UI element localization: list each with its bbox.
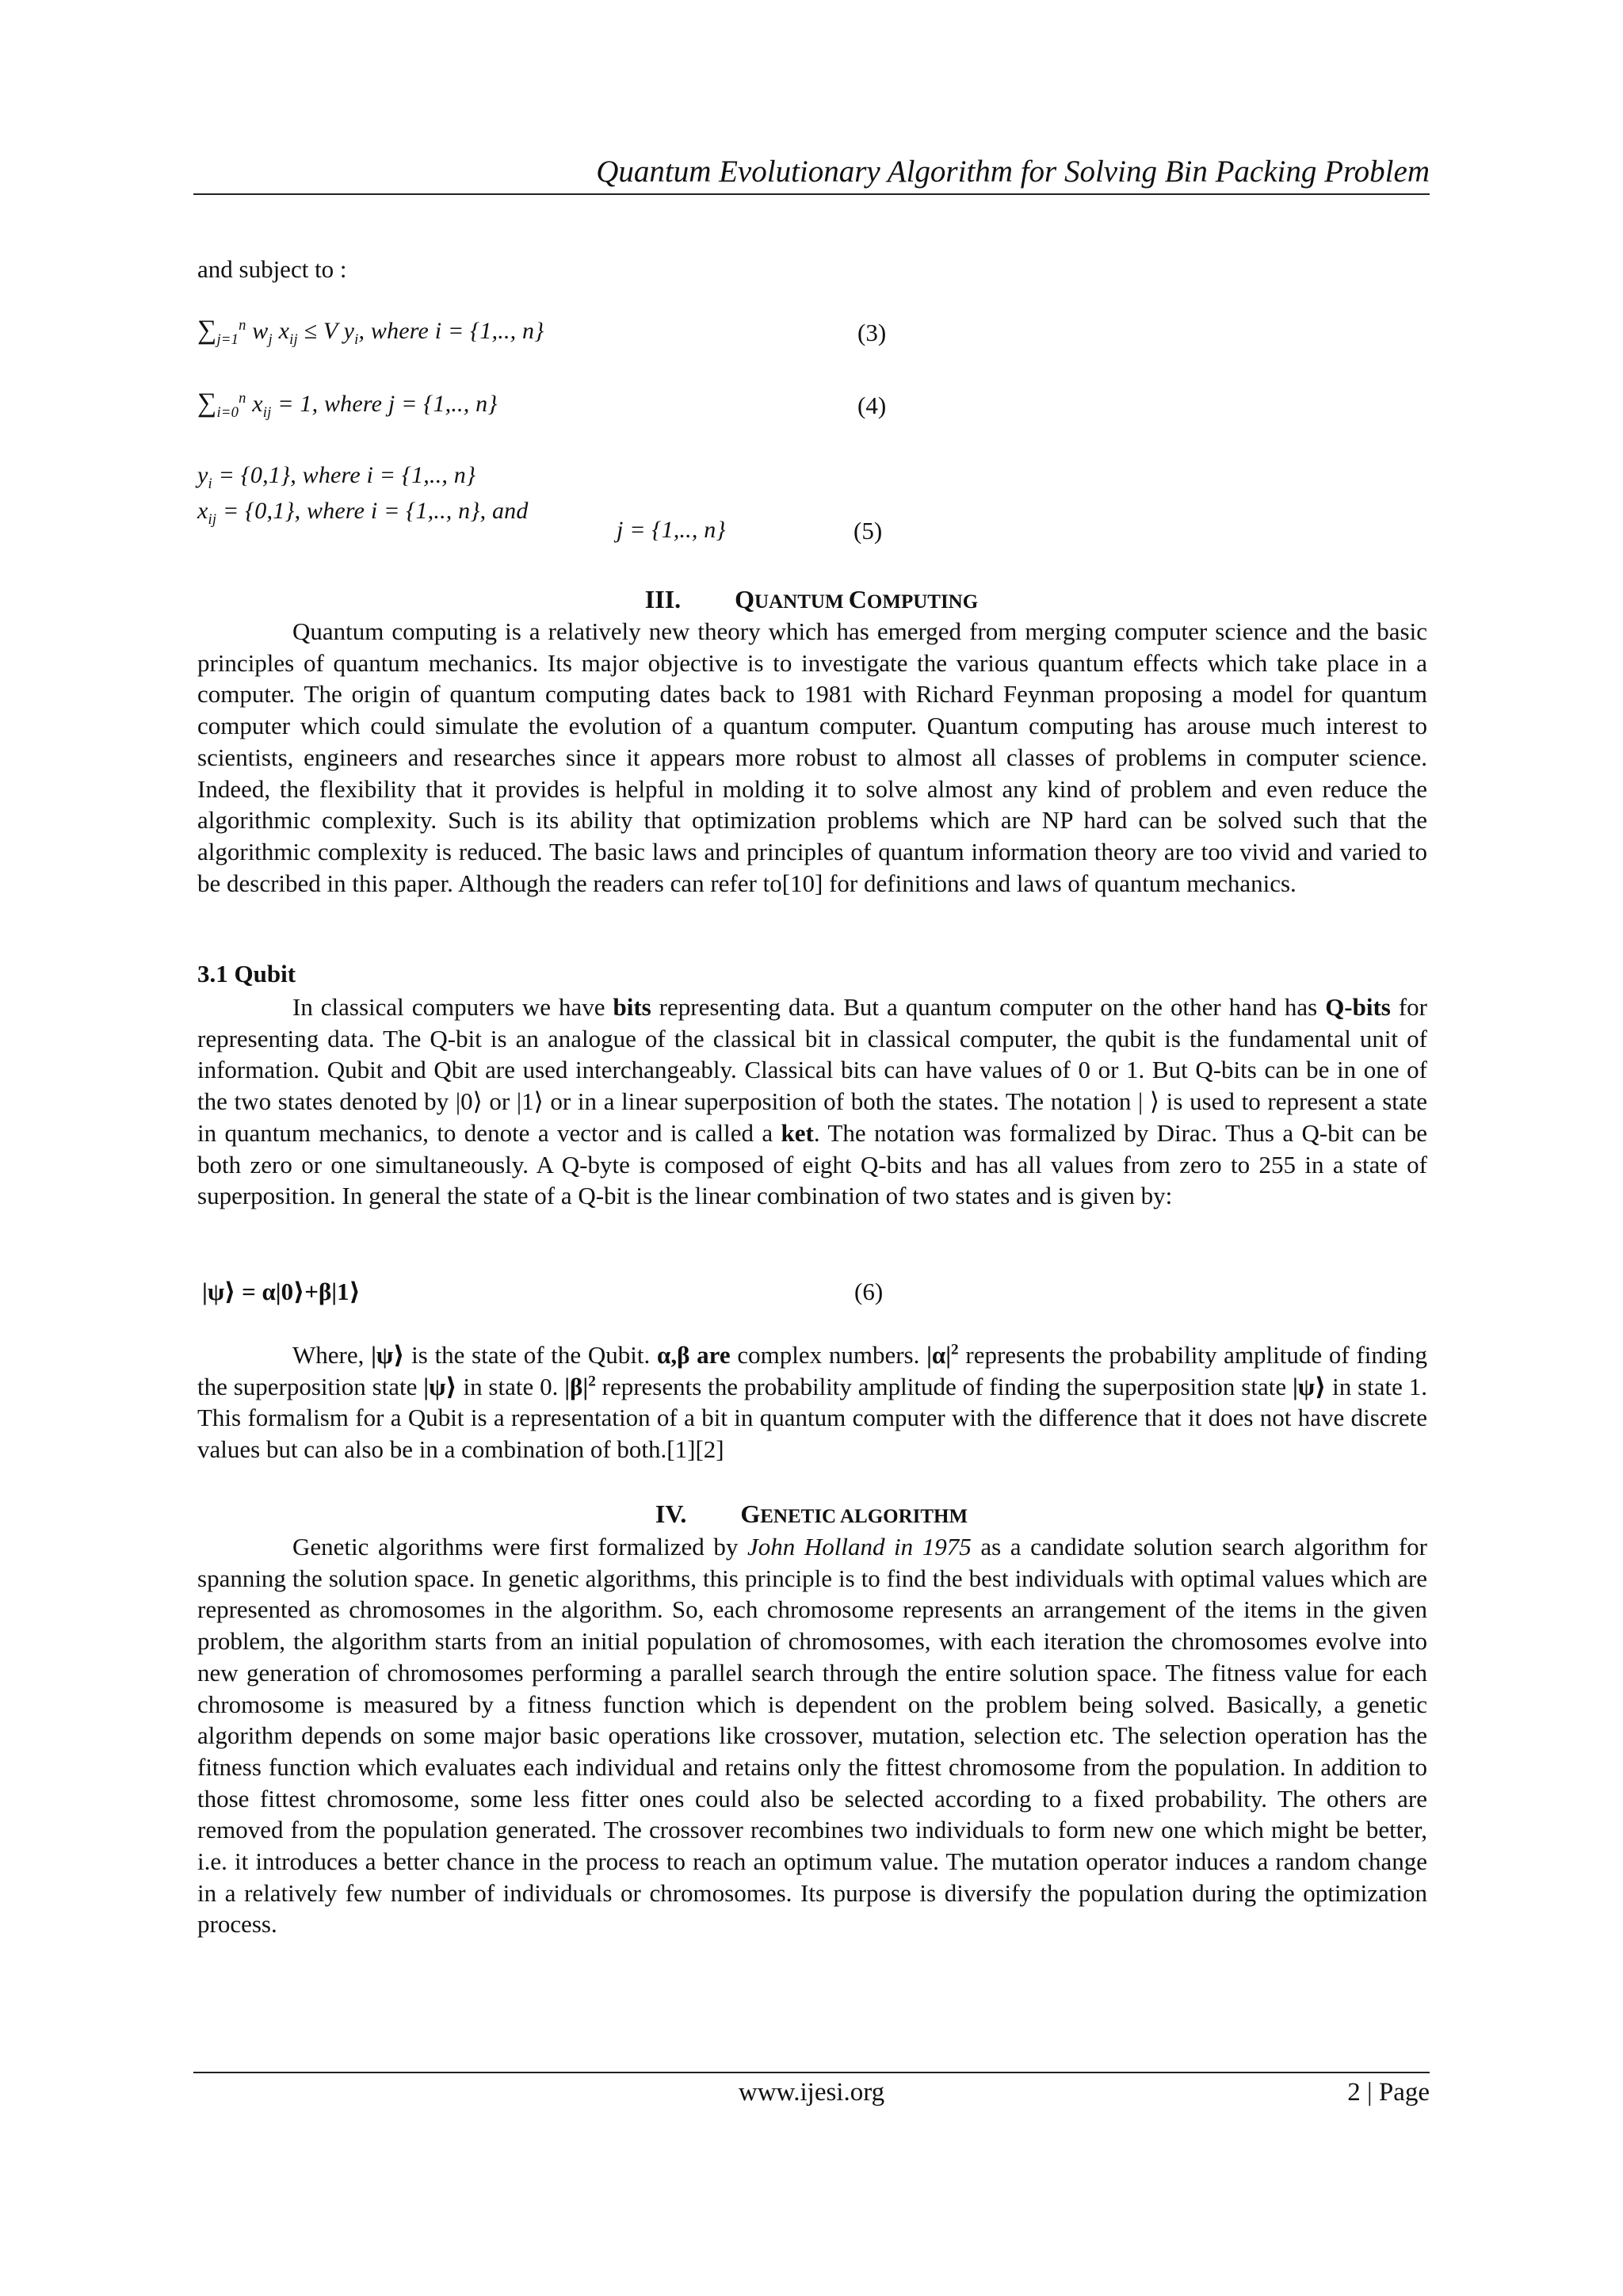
equation-6: |ψ⟩ = α|0⟩+β|1⟩	[202, 1278, 361, 1305]
section-4-heading: IV. GENETIC ALGORITHM	[655, 1499, 968, 1528]
running-header: Quantum Evolutionary Algorithm for Solving Bin Packing Problem	[596, 155, 1430, 189]
equation-5-line3: j = {1,.., n}	[617, 517, 726, 543]
qubit-paragraph-2: Where, |ψ⟩ is the state of the Qubit. α,β are complex numbers. $|\alpha|^2$ represents the probability amplitude of finding the superposition state |ψ⟩ in state 0. $|\beta|^2$ represents the probability amplitude of finding the superposition state |ψ⟩ in state 1. This formalism for a Qubit is a representation of a bit in quantum computer with the difference that it does not have discrete values but can also be in a combination of both.[1][2]	[197, 1341, 1428, 1464]
qubit-paragraph-1: In classical computers we have bits representing data. But a quantum computer on the other hand has Q-bits for representing data. The Q-bit is an analogue of the classical bit in classical computer, the qubit is the fundamental unit of information. Qubit and Qbit are used interchangeably. Classical bits can have values of 0 or 1. But Q-bits can be in one of the two states denoted by |0⟩ or |1⟩ or in a linear superposition of both the states. The notation | ⟩ is used to represent a state in quantum mechanics, to denote a vector and is called a ket. The notation was formalized by Dirac. Thus a Q-bit can be both zero or one simultaneously. A Q-byte is composed of eight Q-bits and has all values from zero to 255 in a state of superposition. In general the state of a Q-bit is the linear combination of two states and is given by:	[197, 993, 1427, 1210]
section-4-number: IV.	[655, 1499, 687, 1528]
footer-website: www.ijesi.org	[738, 2078, 885, 2107]
section-3-heading: III. QUANTUM COMPUTING	[644, 585, 979, 613]
section-4-paragraph: Genetic algorithms were first formalized by John Holland in 1975 as a candidate solution search algorithm for spanning the solution space. In genetic algorithms, this principle is to find the best individuals with optimal values which are represented as chromosomes in the algorithm. So, each chromosome represents an arrangement of the items in the given problem, the algorithm starts from an initial population of chromosomes, with each iteration the chromosomes evolve into new generation of chromosomes performing a parallel search through the entire solution space. The fitness value for each chromosome is measured by a fitness function which is dependent on the problem being solved. Basically, a genetic algorithm depends on some major basic operations like crossover, mutation, selection etc. The selection operation has the fitness function which evaluates each individual and retains only the fittest chromosome from the population. In addition to those fittest chromosome, some less fitter ones could also be selected according to a fixed probability. The others are removed from the population generated. The crossover recombines two individuals to form new one which might be better, i.e. it introduces a better chance in the process to reach an optimum value. The mutation operator induces a random change in a relatively few number of individuals or chromosomes. Its purpose is diversify the population during the optimization process.	[197, 1533, 1427, 1939]
footer-rule	[193, 2072, 1430, 2073]
equation-4: $\sum_{i=0}^n$ $x_{ij} = 1$, where j = {1,.., n}	[197, 388, 498, 421]
subsection-3-1-title: 3.1 Qubit	[197, 960, 296, 988]
equation-3-number: (3)	[857, 319, 887, 346]
equation-5-number: (5)	[854, 517, 883, 544]
section-3-number: III.	[644, 585, 682, 613]
equation-4-number: (4)	[857, 392, 887, 419]
equation-5-line2: $x_{ij} = \{0,1\}$, where i = {1,.., n}, and	[197, 498, 529, 528]
footer-page-number: 2 | Page	[1347, 2078, 1430, 2107]
equation-5-line1: $y_i = \{0,1\}$, where i = {1,.., n}	[197, 462, 476, 492]
equation-3: $\sum_{j=1}^n$ $w_j$ $x_{ij} \le V$ $y_i$, where i = {1,.., n}	[197, 315, 544, 348]
header-rule	[193, 193, 1430, 195]
section-3-paragraph: Quantum computing is a relatively new theory which has emerged from merging computer science and the basic principles of quantum mechanics. Its major objective is to investigate the various quantum effects which take place in a computer. The origin of quantum computing dates back to 1981 with Richard Feynman proposing a model for quantum computer which could simulate the evolution of a quantum computer. Quantum computing has arouse much interest to scientists, engineers and researches since it appears more robust to almost all classes of problems in computer science. Indeed, the flexibility that it provides is helpful in molding it to solve almost any kind of problem and even reduce the algorithmic complexity. Such is its ability that optimization problems which are NP hard can be solved such that the algorithmic complexity is reduced. The basic laws and principles of quantum information theory are too vivid and varied to be described in this paper. Although the readers can refer to[10] for definitions and laws of quantum mechanics.	[197, 617, 1427, 897]
constraints-intro: and subject to :	[197, 255, 347, 283]
equation-6-number: (6)	[854, 1278, 884, 1305]
